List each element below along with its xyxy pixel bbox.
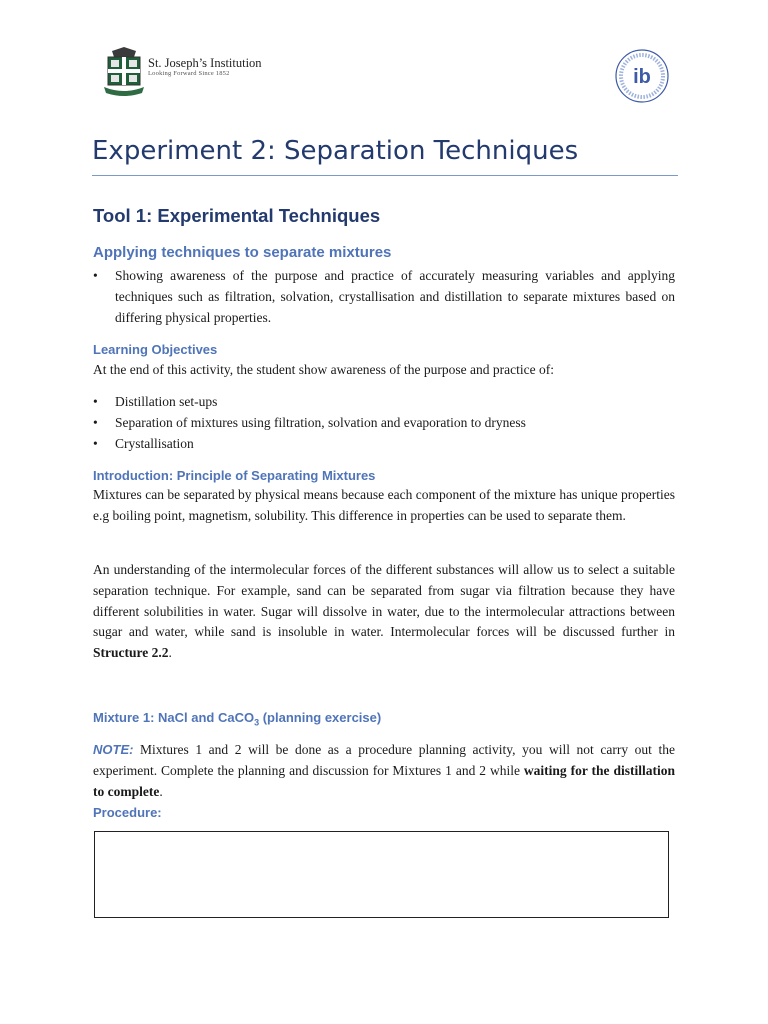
bullet-icon: •: [93, 394, 98, 409]
introduction-paragraph-1: Mixtures can be separated by physical means because each component of the mixture has unique properties e.g boiling point, magnetism, solubility. This difference in properties can be used to separate them.: [93, 487, 675, 523]
applying-heading: Applying techniques to separate mixtures: [93, 244, 392, 261]
bullet-icon: •: [93, 435, 98, 451]
ib-logo-icon: [614, 48, 670, 104]
procedure-label: Procedure:: [93, 805, 162, 820]
list-item-text: Crystallisation: [115, 435, 194, 451]
document-header: [0, 0, 768, 120]
note-paragraph: [93, 740, 675, 802]
procedure-answer-box[interactable]: [94, 831, 669, 918]
ib-logo-text: ib: [633, 66, 651, 88]
list-item: [93, 434, 675, 455]
list-item: [93, 392, 675, 413]
introduction-heading: Introduction: Principle of Separating Mixtures: [93, 468, 376, 483]
note-text: Mixtures 1 and 2 will be done as a procedure planning activity, you will not carry out the experiment. Complete the planning and discussion for Mixtures 1 and 2 while: [93, 742, 675, 778]
title-divider: [92, 175, 678, 176]
list-item-text: Separation of mixtures using filtration, solvation and evaporation to dryness: [115, 414, 526, 430]
list-item: [93, 413, 675, 434]
school-crest-icon: [104, 47, 144, 97]
mixture1-heading-text: Mixture 1: NaCl and CaCO: [93, 710, 255, 725]
school-name: St. Joseph’s Institution: [148, 56, 262, 70]
mixture1-heading: [93, 710, 381, 728]
paragraph-text: An understanding of the intermolecular forces of the different substances will allow us to select a suitable separation technique. For example, sand can be separated from sugar via filtration because they have different solubilities in water. Sugar will dissolve in water, due to the intermolecular attractions between sugar and water, while sand is insoluble in water. Intermolecular forces will be discussed further in: [93, 562, 675, 640]
list-item-text: Showing awareness of the purpose and practice of accurately measuring variables and applying techniques such as filtration, solvation, crystallisation and distillation to separate mixtures based on differing physical properties.: [115, 268, 675, 325]
applying-bullet-list: [93, 266, 675, 328]
note-bold-text: waiting for the distillation to complete: [93, 762, 676, 799]
bullet-icon: •: [93, 268, 98, 283]
note-end: .: [159, 783, 163, 799]
structure-reference: Structure 2.2: [93, 645, 169, 661]
tool-heading: Tool 1: Experimental Techniques: [93, 205, 381, 226]
page-title: Experiment 2: Separation Techniques: [92, 136, 579, 166]
mixture1-heading-suffix: (planning exercise): [259, 710, 382, 725]
list-item-text: Distillation set-ups: [115, 394, 218, 409]
objectives-bullet-list: [93, 392, 675, 454]
paragraph-end: .: [168, 645, 172, 661]
school-motto: Looking Forward Since 1852: [148, 70, 230, 77]
bullet-icon: •: [93, 414, 98, 430]
objectives-intro: At the end of this activity, the student show awareness of the purpose and practice of:: [93, 362, 554, 377]
introduction-paragraph-2: [93, 560, 675, 664]
subscript: 3: [254, 717, 260, 728]
list-item: [93, 266, 675, 328]
note-label: NOTE:: [93, 742, 134, 757]
objectives-heading: Learning Objectives: [93, 342, 218, 357]
